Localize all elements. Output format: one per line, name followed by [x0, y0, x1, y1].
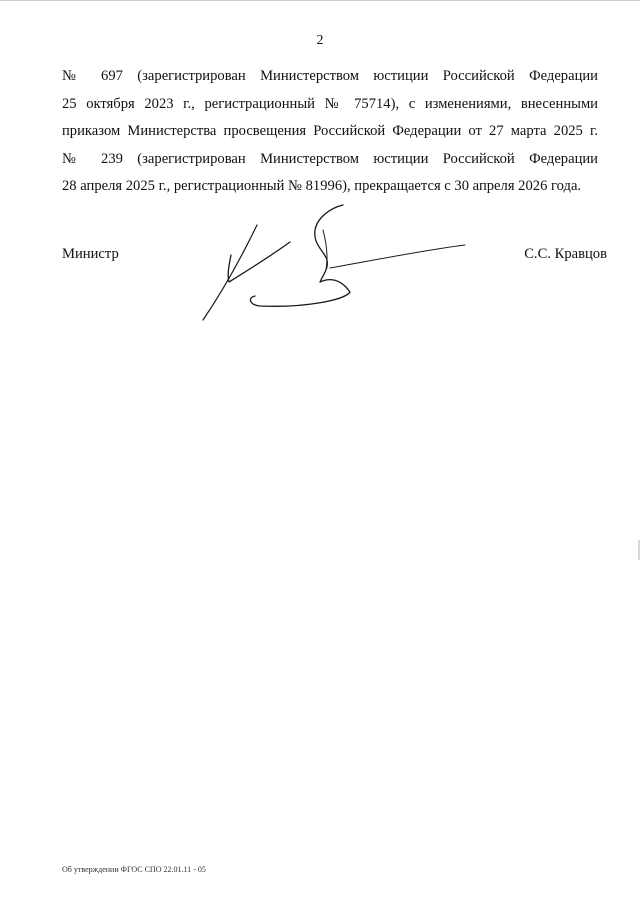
page-number: 2	[316, 33, 324, 48]
body-line-2: 25 октября 2023 г., регистрационный № 75714), с изменениями, внесенными	[62, 95, 598, 112]
body-line-5: 28 апреля 2025 г., регистрационный № 81996), прекращается с 30 апреля 2026 года.	[62, 178, 582, 194]
body-line-4: № 239 (зарегистрирован Министерством юстиции Российской Федерации	[62, 150, 598, 167]
document-body	[62, 63, 598, 201]
footer-document-id: Об утверждении ФГОС СПО 22.01.11 - 05	[62, 865, 206, 874]
signatory-position: Министр	[62, 246, 119, 262]
handwritten-signature	[195, 200, 480, 330]
top-border-line	[0, 0, 640, 1]
body-line-1: № 697 (зарегистрирован Министерством юстиции Российской Федерации	[62, 68, 598, 84]
body-line-3: приказом Министерства просвещения Российской Федерации от 27 марта 2025 г.	[62, 123, 598, 139]
signatory-name: С.С. Кравцов	[524, 246, 607, 262]
